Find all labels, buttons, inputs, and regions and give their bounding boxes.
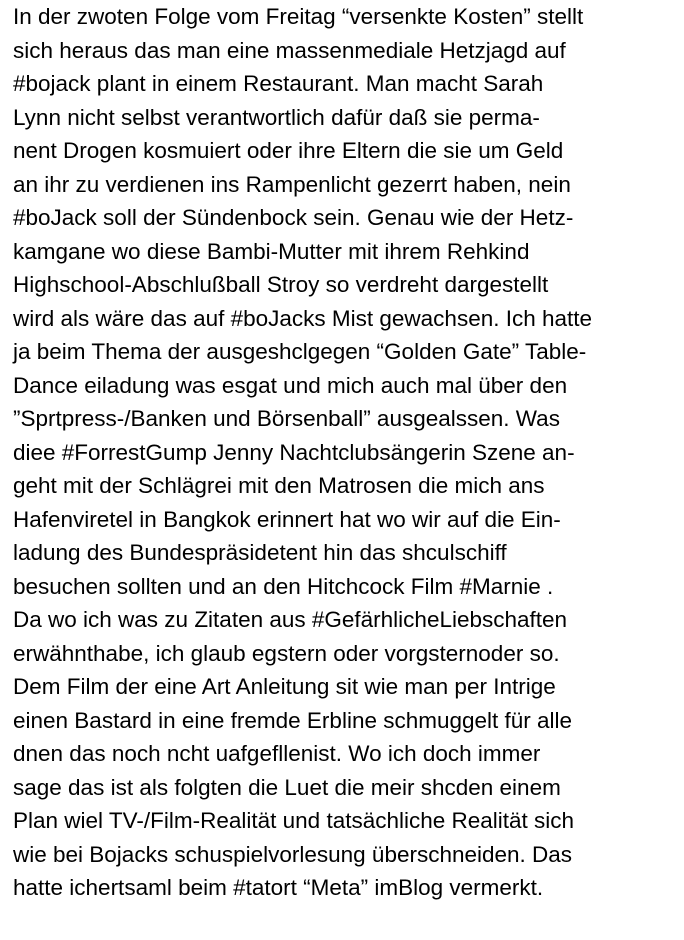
text-line: wird als wäre das auf #boJacks Mist gewachsen. Ich hatte	[13, 305, 593, 331]
text-line: Lynn nicht selbst verantwortlich dafür daß sie perma-	[13, 104, 540, 130]
text-line: ”Sprtpress-/Banken und Börsenball” ausgealssen. Was	[13, 406, 560, 431]
text-line: hatte ichertsaml beim #tatort “Meta” imBlog vermerkt.	[13, 875, 544, 900]
text-line: besuchen sollten und an den Hitchcock Film #Marnie .	[13, 573, 554, 599]
text-line: dnen das noch ncht uafgefllenist. Wo ich doch immer	[13, 741, 541, 766]
text-line: Highschool-Abschlußball Stroy so verdreht dargestellt	[13, 272, 549, 297]
text-line: #bojack plant in einem Restaurant. Man macht Sarah	[13, 71, 544, 96]
text-line: geht mit der Schlägrei mit den Matrosen die mich ans	[13, 473, 545, 498]
text-line: wie bei Bojacks schuspielvorlesung überschneiden. Das	[13, 841, 573, 867]
text-line: ladung des Bundespräsidetent hin das shculschiff	[13, 540, 507, 565]
text-line: kamgane wo diese Bambi-Mutter mit ihrem Rehkind	[13, 238, 530, 264]
body-text	[13, 0, 681, 905]
text-line: nent Drogen kosmuiert oder ihre Eltern die sie um Geld	[13, 138, 564, 163]
text-line: Dem Film der eine Art Anleitung sit wie man per Intrige	[13, 674, 556, 699]
text-line: Da wo ich was zu Zitaten aus #GefärhlicheLiebschaften	[13, 607, 568, 632]
text-line: Plan wiel TV-/Film-Realität und tatsächliche Realität sich	[13, 808, 575, 833]
text-line: Hafenviretel in Bangkok erinnert hat wo wir auf die Ein-	[13, 506, 561, 532]
text-line: diee #ForrestGump Jenny Nachtclubsängerin Szene an-	[13, 439, 575, 465]
text-line: sage das ist als folgten die Luet die meir shcden einem	[13, 774, 561, 800]
text-line: an ihr zu verdienen ins Rampenlicht gezerrt haben, nein	[13, 171, 571, 197]
text-line: erwähnthabe, ich glaub egstern oder vorgsternoder so.	[13, 640, 560, 666]
text-line: einen Bastard in eine fremde Erbline schmuggelt für alle	[13, 707, 573, 733]
text-line: Dance eiladung was esgat und mich auch mal über den	[13, 372, 568, 398]
text-line: ja beim Thema der ausgeshclgegen “Golden Gate” Table-	[13, 339, 587, 364]
text-line: In der zwoten Folge vom Freitag “versenkte Kosten” stellt	[13, 4, 584, 29]
text-line: sich heraus das man eine massenmediale Hetzjagd auf	[13, 37, 566, 63]
text-line: #boJack soll der Sündenbock sein. Genau wie der Hetz-	[13, 205, 574, 230]
